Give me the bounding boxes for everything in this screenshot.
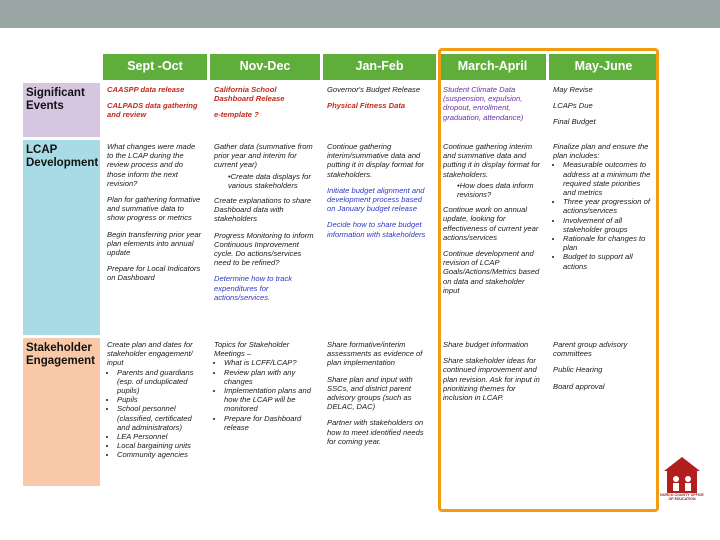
stake-bullet: • School personnel (classified, certificated and administrators) — [117, 404, 203, 432]
stake-bullet: • Implementation plans and how the LCAP will be monitored — [224, 386, 316, 414]
stake-text: Create plan and dates for stakeholder engagement/ input — [107, 340, 193, 368]
stake-nov-dec — [210, 338, 320, 486]
header-march-april: March-April — [439, 54, 546, 80]
event-physical-fitness: Physical Fitness Data — [327, 101, 406, 111]
title-bar — [0, 0, 720, 28]
stake-text: Share plan and input with SSCs, and district parent advisory groups (such as DELAC, DAC) — [327, 374, 413, 412]
lcap-text: What changes were made to the LCAP during the review process and do those inform the next revision? — [107, 142, 196, 188]
lcap-text: Continue development and revision of LCAP Goals/Actions/Metrics based on data and stakeholder input — [443, 249, 540, 295]
row-label-lcap-development: LCAP Development — [23, 140, 100, 335]
events-nov-dec — [210, 83, 320, 137]
lcap-text: Progress Monitoring to inform Continuous Improvement cycle. Do actions/services need to be refined? — [214, 230, 314, 268]
event-student-climate: Student Climate Data (suspension, expulsion, dropout, enrollment, graduation, attendance) — [443, 85, 524, 122]
stake-text: Parent group advisory committees — [553, 340, 628, 359]
events-jan-feb — [323, 83, 436, 137]
lcap-bullet: • Involvement of all stakeholder groups — [563, 216, 654, 234]
row-label-significant-events: Significant Events — [23, 83, 100, 137]
lcap-text: Decide how to share budget information with stakeholders — [327, 220, 426, 239]
table-corner — [23, 54, 100, 80]
lcap-text: Continue gathering interim and summative data and putting it in display format for stakeholders. — [443, 142, 541, 179]
lcap-bullet: • Measurable outcomes to address at a minimum the required state priorities and metrics — [563, 160, 654, 197]
stake-text: Share budget information — [443, 340, 529, 349]
event-final-budget: Final Budget — [553, 117, 596, 127]
header-jan-feb: Jan-Feb — [323, 54, 436, 80]
stake-text: Public Hearing — [553, 365, 603, 375]
lcap-text: Prepare for Local Indicators on Dashboard — [107, 264, 201, 283]
events-sept-oct — [103, 83, 207, 137]
lcap-text: Finalize plan and ensure the plan includes: — [553, 142, 649, 161]
stake-bullet: • Prepare for Dashboard release — [224, 414, 316, 432]
lcap-nov-dec — [210, 140, 320, 335]
lcap-bullet: • Three year progression of actions/services — [563, 197, 654, 215]
lcap-sept-oct — [103, 140, 207, 335]
lcap-may-june — [549, 140, 658, 335]
event-lcaps-due: LCAPs Due — [553, 101, 593, 111]
stake-text: Topics for Stakeholder Meetings – — [214, 340, 290, 359]
stake-bullet: • Pupils — [117, 395, 203, 404]
stake-bullet: • Community agencies — [117, 450, 203, 459]
lcap-text: Continue gathering interim/summative data and putting it in display format for stakeholders. — [327, 142, 425, 179]
stake-bullet: • What is LCFF/LCAP? — [224, 358, 316, 367]
lcap-bullet: • Budget to support all actions — [563, 252, 654, 270]
stake-jan-feb — [323, 338, 436, 486]
stake-text: Board approval — [553, 381, 605, 391]
lcap-text: Determine how to track expenditures for actions/services. — [214, 274, 293, 302]
stake-may-june — [549, 338, 658, 486]
stake-text: Share stakeholder ideas for continued improvement and plan revision. Ask for input in prioritizing themes for inclusion in LCAP. — [443, 356, 540, 403]
events-march-april — [439, 83, 546, 137]
header-may-june: May-June — [549, 54, 658, 80]
lcap-text: Create explanations to share Dashboard data with stakeholders — [214, 196, 312, 224]
lcap-bullet: • Rationale for changes to plan — [563, 234, 654, 252]
event-dashboard-release: California School Dashboard Release — [214, 85, 285, 104]
lcap-text: Continue work on annual update, looking for effectiveness of current year actions/services — [443, 205, 539, 242]
event-e-template: e-template ? — [214, 110, 259, 120]
stake-bullet: • LEA Personnel — [117, 432, 203, 441]
lcap-text: Gather data (summative from prior year and interim for current year) — [214, 142, 313, 170]
stake-text: Share formative/interim assessments as evidence of plan implementation — [327, 340, 423, 368]
header-nov-dec: Nov-Dec — [210, 54, 320, 80]
lcap-text: Plan for gathering formative and summative data to show progress or metrics — [107, 195, 201, 223]
calendar-table — [23, 54, 659, 514]
stake-march-april — [439, 338, 546, 486]
event-caaspp: CAASPP data release — [107, 85, 185, 94]
events-may-june — [549, 83, 658, 137]
event-calpads: CALPADS data gathering and review — [107, 101, 198, 120]
lcap-jan-feb — [323, 140, 436, 335]
lcap-march-april — [439, 140, 546, 335]
lcap-text: Begin transferring prior year plan elements into annual update — [107, 229, 202, 258]
lcap-bullet: • Create data displays for various stakeholders — [228, 172, 316, 190]
lcap-text: Initiate budget alignment and development process based on January budget release — [327, 185, 425, 214]
stake-bullet: • Review plan with any changes — [224, 368, 316, 386]
lcap-bullet: • How does data inform revisions? — [457, 181, 542, 199]
stake-bullet: • Parents and guardians (esp. of unduplicated pupils) — [117, 368, 203, 396]
stake-text: Partner with stakeholders on how to meet identified needs for coming year. — [327, 418, 424, 446]
header-sept-oct: Sept -Oct — [103, 54, 207, 80]
event-governor-budget: Governor's Budget Release — [327, 85, 421, 94]
logo-text: NORCO COUNTY OFFICE OF EDUCATION — [660, 493, 704, 501]
row-label-stakeholder-engagement: Stakeholder Engagement — [23, 338, 100, 486]
event-may-revise: May Revise — [553, 85, 593, 94]
stake-sept-oct — [103, 338, 207, 486]
stake-bullet: • Local bargaining units — [117, 441, 203, 450]
